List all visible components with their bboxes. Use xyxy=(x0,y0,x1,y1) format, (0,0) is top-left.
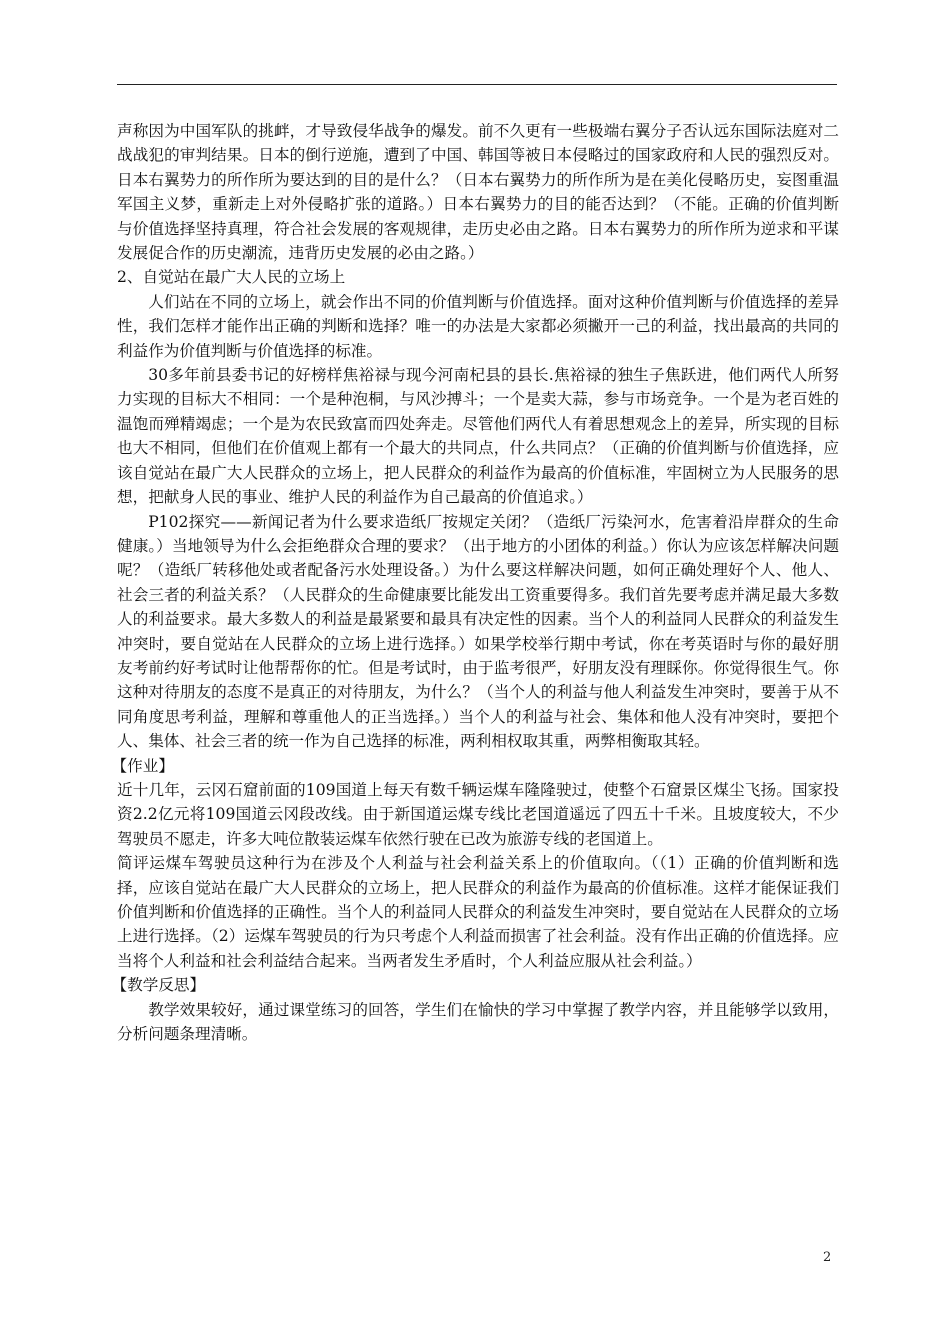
homework-heading: 【作业】 xyxy=(111,756,174,775)
paragraph-teaching-reflection: 教学效果较好，通过课堂练习的回答，学生们在愉快的学习中掌握了教学内容，并且能够学以致用，分析问题条理清晰。 xyxy=(117,1000,839,1044)
paragraph-different-standpoints: 人们站在不同的立场上，就会作出不同的价值判断与价值选择。面对这种价值判断与价值选择的差异性，我们怎样才能作出正确的判断和选择？唯一的办法是大家都必须撇开一己的利益，找出最高的共同的利益作为价值判断与价值选择的标准。 xyxy=(117,292,839,360)
paragraph-jiao-yulu-example: 30多年前县委书记的好榜样焦裕禄与现今河南杞县的县长.焦裕禄的独生子焦跃进，他们两代人所努力实现的目标大不相同：一个是种泡桐，与风沙搏斗；一个是卖大蒜，参与市场竞争。一个是为老百姓的温饱而殚精竭虑；一个是为农民致富而四处奔走。尽管他们两代人有着思想观念上的差异，所实现的目标也大不相同，但他们在价值观上都有一个最大的共同点，什么共同点？（正确的价值判断与价值选择，应该自觉站在最广大人民群众的立场上，把人民群众的利益作为最高的价值标准，牢固树立为人民服务的思想，把献身人民的事业、维护人民的利益作为自己最高的价值追求。） xyxy=(117,366,839,507)
document-body xyxy=(111,119,839,1046)
teaching-reflection-heading: 【教学反思】 xyxy=(111,976,206,995)
page-number: 2 xyxy=(823,1250,832,1265)
header-rule xyxy=(117,84,837,85)
paragraph-homework-answer: 简评运煤车驾驶员这种行为在涉及个人利益与社会利益关系上的价值取向。（（1）正确的价值判断和选择，应该自觉站在最广大人民群众的立场上，把人民群众的利益作为最高的价值标准。这样才能保证我们价值判断和价值选择的正确性。当个人的利益同人民群众的利益发生冲突时，要自觉站在人民群众的立场上进行选择。（2）运煤车驾驶员的行为只考虑个人利益而损害了社会利益。没有作出正确的价值选择。应当将个人利益和社会利益结合起来。当两者发生矛盾时，个人利益应服从社会利益。） xyxy=(117,854,839,970)
paragraph-p102-exploration: P102探究——新闻记者为什么要求造纸厂按规定关闭？（造纸厂污染河水，危害着沿岸群众的生命健康。）当地领导为什么会拒绝群众合理的要求？（出于地方的小团体的利益。）你认为应该怎样解决问题呢？（造纸厂转移他处或者配备污水处理设备。）为什么要这样解决问题，如何正确处理好个人、他人、社会三者的利益关系？（人民群众的生命健康要比能发出工资重要得多。我们首先要考虑并满足最大多数人的利益要求。最大多数人的利益是最紧要和最具有决定性的因素。当个人的利益同人民群众的利益发生冲突时，要自觉站在人民群众的立场上进行选择。）如果学校举行期中考试，你在考英语时与你的最好朋友考前约好考试时让他帮帮你的忙。但是考试时，由于监考很严，好朋友没有理睬你。你觉得很生气。你这种对待朋友的态度不是真正的对待朋友，为什么？（当个人的利益与他人利益发生冲突时，要善于从不同角度思考利益，理解和尊重他人的正当选择。）当个人的利益与社会、集体和他人没有冲突时，要把个人、集体、社会三者的统一作为自己选择的标准，两利相权取其重，两弊相衡取其轻。 xyxy=(117,512,839,751)
paragraph-yungang-highway: 近十几年，云冈石窟前面的109国道上每天有数千辆运煤车隆隆驶过，使整个石窟景区煤尘飞扬。国家投资2.2亿元将109国道云冈段改线。由于新国道运煤专线比老国道遥远了四五十千米。且坡度较大，不少驾驶员不愿走，许多大吨位散装运煤车依然行驶在已改为旅游专线的老国道上。 xyxy=(117,780,839,848)
paragraph-right-wing-history: 声称因为中国军队的挑衅，才导致侵华战争的爆发。前不久更有一些极端右翼分子否认远东国际法庭对二战战犯的审判结果。日本的倒行逆施，遭到了中国、韩国等被日本侵略过的国家政府和人民的强烈反对。日本右翼势力的所作所为要达到的目的是什么？（日本右翼势力的所作所为是在美化侵略历史，妄图重温军国主义梦，重新走上对外侵略扩张的道路。）日本右翼势力的目的能否达到？（不能。正确的价值判断与价值选择坚持真理，符合社会发展的客观规律，走历史必由之路。日本右翼势力的所作所为逆求和平谋发展促合作的历史潮流，违背历史发展的必由之路。） xyxy=(117,122,839,263)
section-heading-stand-with-people: 2、自觉站在最广大人民的立场上 xyxy=(117,268,346,287)
